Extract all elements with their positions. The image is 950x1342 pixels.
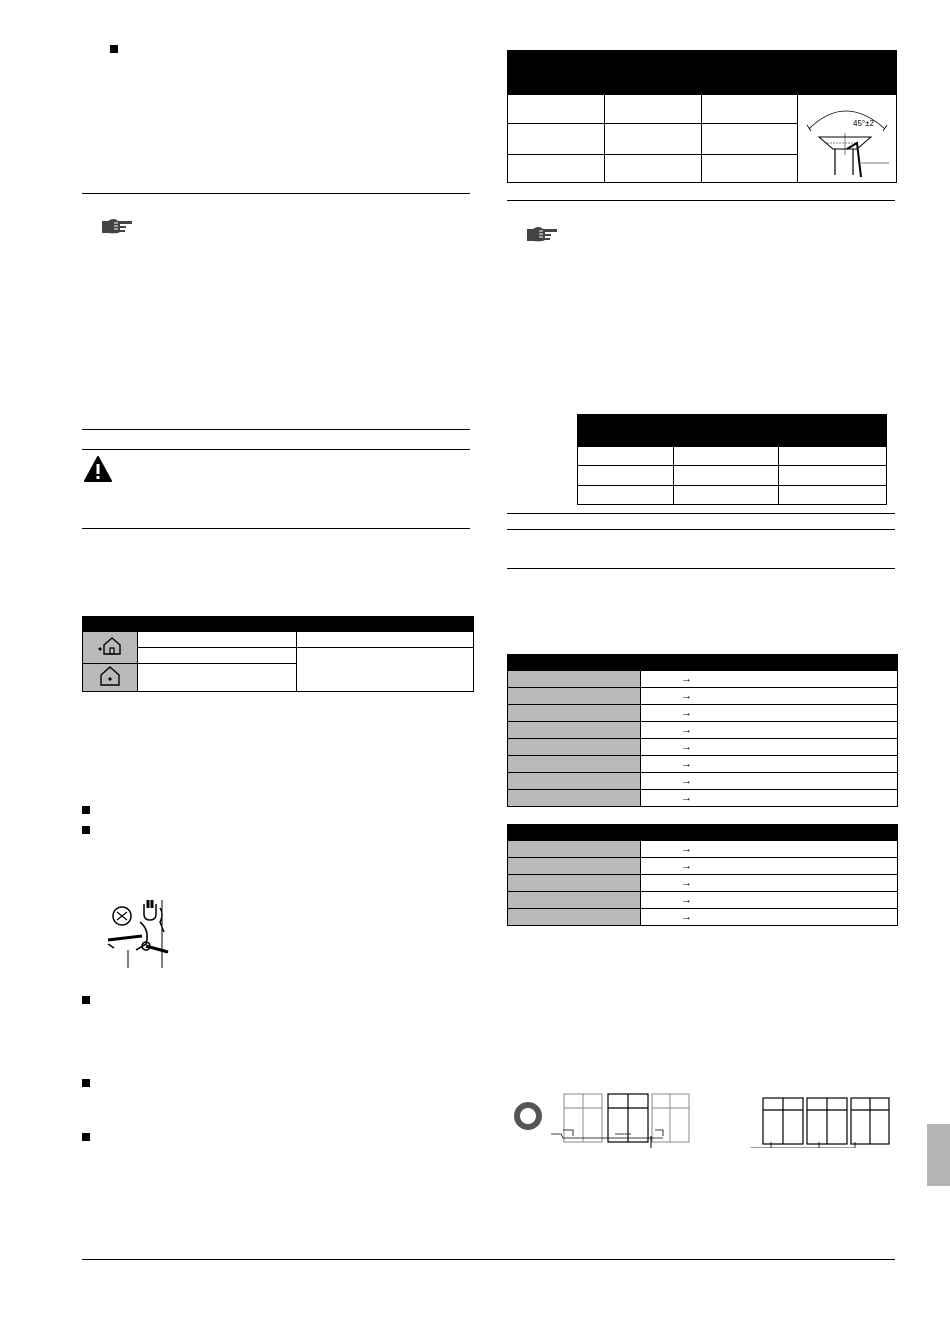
arrow-cell: → (641, 858, 898, 875)
table-row (508, 739, 898, 756)
arrow-cell: → (641, 722, 898, 739)
table-row (508, 892, 898, 909)
flare-diagram (801, 97, 893, 177)
arrow-cell: → (641, 756, 898, 773)
arrow-cell: → (641, 790, 898, 807)
bullet-marker (110, 45, 118, 53)
section-divider (82, 449, 470, 450)
bullet-marker (82, 996, 90, 1004)
section-divider (82, 429, 470, 430)
table-row (508, 909, 898, 926)
footer-rule (82, 1259, 895, 1260)
arrow-cell: → (641, 773, 898, 790)
table-row (508, 722, 898, 739)
section-divider (507, 529, 895, 530)
arrow-cell: → (641, 909, 898, 926)
section-divider (82, 528, 470, 529)
flare-table (507, 50, 897, 183)
section-divider (507, 568, 895, 569)
ok-circle-icon (517, 1105, 539, 1127)
bullet-marker (82, 806, 90, 814)
location-table (82, 616, 474, 692)
outdoor-units-diagram (505, 1090, 900, 1148)
arrow-cell: → (641, 875, 898, 892)
note-hand-icon (525, 223, 559, 243)
table-row (508, 841, 898, 858)
bullet-marker (82, 826, 90, 834)
indoor-icon-cell (83, 664, 138, 692)
small-spec-table (577, 414, 887, 505)
warning-triangle-icon (83, 455, 113, 483)
table-row (508, 756, 898, 773)
table-row (508, 688, 898, 705)
arrow-cell: → (641, 671, 898, 688)
arrow-cell: → (641, 892, 898, 909)
table-row (508, 875, 898, 892)
table-row (508, 671, 898, 688)
wrench-hands-icon (104, 896, 176, 968)
chapter-side-tab (927, 1124, 950, 1186)
flare-diagram-cell (798, 95, 897, 183)
arrow-cell: → (641, 705, 898, 722)
refrigerant-table-1 (507, 654, 898, 807)
note-hand-icon (100, 215, 134, 235)
arrow-cell: → (641, 688, 898, 705)
table-row (508, 773, 898, 790)
section-divider (507, 200, 895, 201)
outdoor-house-icon (97, 635, 123, 657)
section-divider (82, 193, 470, 194)
table-row (508, 705, 898, 722)
flare-angle-label: 45°±2 (853, 119, 874, 128)
table-row (508, 790, 898, 807)
bullet-marker (82, 1133, 90, 1141)
outdoor-icon-cell (83, 632, 138, 664)
refrigerant-table-2 (507, 824, 898, 926)
arrow-cell: → (641, 739, 898, 756)
indoor-house-icon (97, 665, 123, 687)
table-row (508, 858, 898, 875)
bullet-marker (82, 1079, 90, 1087)
section-divider (507, 513, 895, 514)
arrow-cell: → (641, 841, 898, 858)
